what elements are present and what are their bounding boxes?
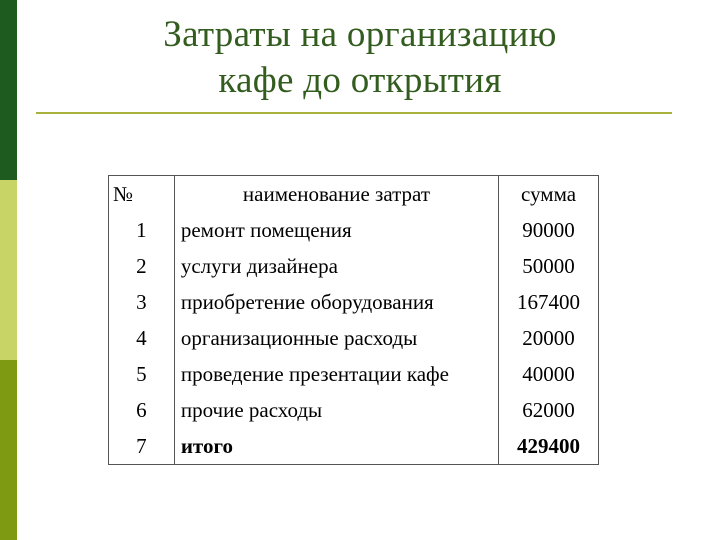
row-number: 4 xyxy=(109,320,175,356)
row-number: 5 xyxy=(109,356,175,392)
total-label: итого xyxy=(174,428,498,465)
total-number: 7 xyxy=(109,428,175,465)
header-cost-name: наименование затрат xyxy=(174,176,498,213)
row-amount: 90000 xyxy=(499,212,599,248)
total-amount: 429400 xyxy=(499,428,599,465)
row-number: 2 xyxy=(109,248,175,284)
row-number: 1 xyxy=(109,212,175,248)
row-amount: 62000 xyxy=(499,392,599,428)
row-cost-name: проведение презентации кафе xyxy=(174,356,498,392)
row-number: 6 xyxy=(109,392,175,428)
row-cost-name: прочие расходы xyxy=(174,392,498,428)
row-amount: 167400 xyxy=(499,284,599,320)
accent-bar-middle xyxy=(0,180,17,360)
row-amount: 50000 xyxy=(499,248,599,284)
table-row xyxy=(109,392,599,428)
table-row xyxy=(109,320,599,356)
table-row xyxy=(109,284,599,320)
table-total-row xyxy=(109,428,599,465)
row-number: 3 xyxy=(109,284,175,320)
header-number: № xyxy=(109,176,175,213)
costs-table xyxy=(108,175,599,465)
table-row xyxy=(109,248,599,284)
table-row xyxy=(109,356,599,392)
header-amount: сумма xyxy=(499,176,599,213)
slide-title-line-2: кафе до открытия xyxy=(218,60,502,101)
row-amount: 20000 xyxy=(499,320,599,356)
title-divider xyxy=(36,112,672,114)
slide-title xyxy=(0,12,720,104)
accent-bar-bottom xyxy=(0,360,17,540)
row-cost-name: организационные расходы xyxy=(174,320,498,356)
row-cost-name: приобретение оборудования xyxy=(174,284,498,320)
row-amount: 40000 xyxy=(499,356,599,392)
table-row xyxy=(109,212,599,248)
row-cost-name: услуги дизайнера xyxy=(174,248,498,284)
slide-title-line-1: Затраты на организацию xyxy=(163,14,557,55)
table-header-row xyxy=(109,176,599,213)
row-cost-name: ремонт помещения xyxy=(174,212,498,248)
